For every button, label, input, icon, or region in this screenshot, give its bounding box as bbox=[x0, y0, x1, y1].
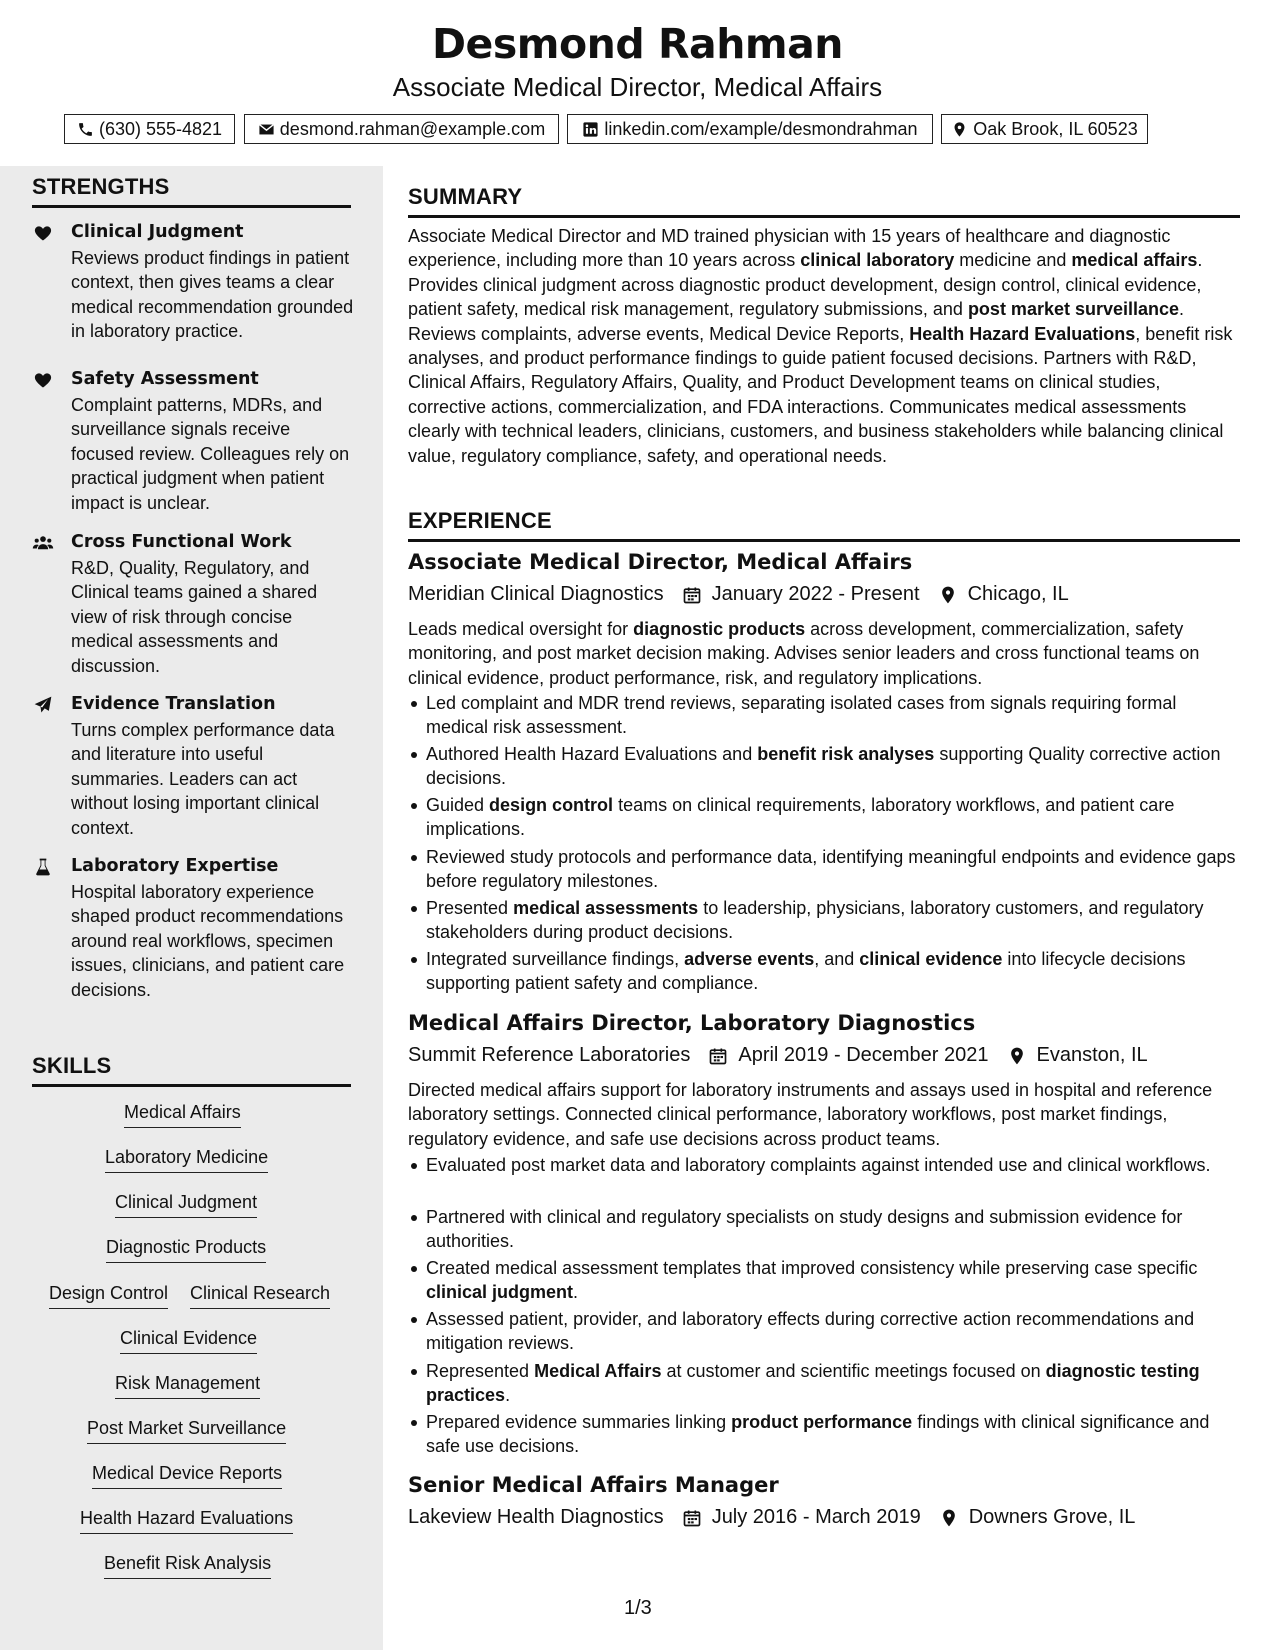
map-pin-icon bbox=[951, 121, 968, 138]
contact-linkedin[interactable] bbox=[567, 114, 933, 144]
strength-desc: R&D, Quality, Regulatory, and Clinical teams gained a shared view of risk through concise medical assessments and discussion. bbox=[71, 558, 318, 676]
map-pin-icon bbox=[1007, 1046, 1027, 1066]
experience-heading-block bbox=[408, 508, 1240, 542]
experience-rule bbox=[408, 539, 1240, 542]
job-bullet: Assessed patient, provider, and laboratory effects during corrective action recommendations and mitigation reviews. bbox=[408, 1307, 1240, 1356]
contact-linkedin-text: linkedin.com/example/desmondrahman bbox=[604, 118, 918, 139]
job-title: Associate Medical Director, Medical Affairs bbox=[408, 550, 913, 574]
job-location: Chicago, IL bbox=[967, 583, 1069, 605]
job-location: Evanston, IL bbox=[1036, 1044, 1148, 1066]
skill-tag: Health Hazard Evaluations bbox=[80, 1508, 293, 1534]
skill-tag: Medical Affairs bbox=[124, 1102, 241, 1128]
skill-tag: Diagnostic Products bbox=[106, 1237, 266, 1263]
skills-heading-block bbox=[32, 1053, 351, 1087]
job-description: Directed medical affairs support for laboratory instruments and assays used in hospital and reference laboratory settings. Connected clinical performance, laboratory workflows, post market findings, regulatory evidence, and safe use decisions across product teams. bbox=[408, 1080, 1213, 1149]
contact-email[interactable] bbox=[244, 114, 559, 144]
flask-icon bbox=[32, 857, 54, 877]
skills-rule bbox=[32, 1084, 351, 1087]
calendar-icon bbox=[708, 1046, 728, 1066]
contact-location bbox=[941, 114, 1148, 144]
summary-text: Associate Medical Director and MD trained physician with 15 years of healthcare and diagnostic experience, including more than 10 years across clinical laboratory medicine and medical affairs. Provides clinical judgment across diagnostic product development, design control, clinical evidence, patient safety, medical risk management, regulatory submissions, and post market surveillance. Reviews complaints, adverse events, Medical Device Reports, Health Hazard Evaluations, benefit risk analyses, and product performance findings to guide patient focused decisions. Partners with R&D, Clinical Affairs, Regulatory Affairs, Quality, and Product Development teams on clinical studies, corrective actions, commercialization, and FDA interactions. Communicates medical assessments clearly with technical leaders, clinicians, customers, and business stakeholders while balancing clinical value, regulatory compliance, safety, and operational needs. bbox=[408, 226, 1233, 466]
calendar-icon bbox=[682, 585, 702, 605]
summary-heading: SUMMARY bbox=[408, 184, 523, 209]
job-bullet: Represented Medical Affairs at customer and scientific meetings focused on diagnostic testing practices. bbox=[408, 1359, 1240, 1408]
envelope-icon bbox=[258, 121, 275, 138]
strength-title: Cross Functional Work bbox=[71, 532, 292, 552]
summary-heading-block bbox=[408, 184, 1240, 218]
job-title: Senior Medical Affairs Manager bbox=[408, 1473, 779, 1497]
strength-desc: Complaint patterns, MDRs, and surveillance signals receive focused review. Colleagues rely on practical judgment when patient impact is unclear. bbox=[71, 395, 350, 513]
job-company: Meridian Clinical Diagnostics bbox=[408, 583, 664, 605]
contact-bar bbox=[64, 114, 1204, 144]
skill-tag: Medical Device Reports bbox=[92, 1463, 282, 1489]
job-bullet: Integrated surveillance findings, adverse events, and clinical evidence into lifecycle decisions supporting patient safety and compliance. bbox=[408, 947, 1240, 996]
strength-desc: Reviews product findings in patient context, then gives teams a clear medical recommendation grounded in laboratory practice. bbox=[71, 248, 354, 342]
skill-tag: Benefit Risk Analysis bbox=[104, 1553, 271, 1579]
linkedin-icon bbox=[582, 121, 599, 138]
job-bullet: Authored Health Hazard Evaluations and benefit risk analyses supporting Quality corrective action decisions. bbox=[408, 742, 1240, 791]
experience-heading: EXPERIENCE bbox=[408, 508, 552, 533]
phone-icon bbox=[77, 121, 94, 138]
job-dates: April 2019 - December 2021 bbox=[738, 1044, 989, 1066]
summary-rule bbox=[408, 215, 1240, 218]
contact-phone-text: (630) 555-4821 bbox=[98, 118, 223, 139]
job-company: Lakeview Health Diagnostics bbox=[408, 1506, 664, 1528]
candidate-name: Desmond Rahman bbox=[432, 20, 843, 68]
map-pin-icon bbox=[938, 585, 958, 605]
strength-title: Safety Assessment bbox=[71, 369, 259, 389]
job-company: Summit Reference Laboratories bbox=[408, 1044, 691, 1066]
job-meta bbox=[408, 1044, 1148, 1067]
heart-icon bbox=[32, 223, 54, 243]
job-bullet: Led complaint and MDR trend reviews, separating isolated cases from signals requiring formal medical risk assessment. bbox=[408, 691, 1240, 740]
heart-icon bbox=[32, 370, 54, 390]
contact-location-text: Oak Brook, IL 60523 bbox=[973, 118, 1138, 139]
skill-tag: Laboratory Medicine bbox=[105, 1147, 268, 1173]
job-dates: July 2016 - March 2019 bbox=[711, 1506, 921, 1528]
job-meta bbox=[408, 1506, 1135, 1529]
job-bullet: Created medical assessment templates that improved consistency while preserving case specific clinical judgment. bbox=[408, 1256, 1240, 1305]
job-meta bbox=[408, 583, 1069, 606]
job-bullet: Partnered with clinical and regulatory specialists on study designs and submission evidence for authorities. bbox=[408, 1205, 1240, 1254]
strength-desc: Hospital laboratory experience shaped product recommendations around real workflows, specimen issues, clinicians, and patient care decisions. bbox=[71, 882, 345, 1000]
job-description: Leads medical oversight for diagnostic products across development, commercialization, safety monitoring, and post market decision making. Advises senior leaders and cross functional teams on clinical evidence, product performance, risk, and regulatory implications. bbox=[408, 619, 1200, 688]
strength-title: Clinical Judgment bbox=[71, 222, 244, 242]
strengths-heading-block bbox=[32, 174, 351, 208]
contact-phone[interactable] bbox=[64, 114, 235, 144]
strength-desc: Turns complex performance data and literature into useful summaries. Leaders can act without losing important clinical context. bbox=[71, 720, 335, 838]
map-pin-icon bbox=[939, 1508, 959, 1528]
users-icon bbox=[32, 533, 54, 553]
page-number: 1/3 bbox=[624, 1597, 652, 1619]
skill-tag: Clinical Judgment bbox=[115, 1192, 257, 1218]
skill-tag: Design Control bbox=[49, 1283, 168, 1309]
job-title: Medical Affairs Director, Laboratory Diagnostics bbox=[408, 1011, 976, 1035]
skill-tag: Post Market Surveillance bbox=[87, 1418, 286, 1444]
candidate-title: Associate Medical Director, Medical Affairs bbox=[392, 72, 883, 102]
strengths-rule bbox=[32, 205, 351, 208]
job-bullet: Prepared evidence summaries linking product performance findings with clinical significance and safe use decisions. bbox=[408, 1410, 1240, 1459]
skill-tag: Clinical Evidence bbox=[120, 1328, 257, 1354]
job-bullet: Evaluated post market data and laboratory complaints against intended use and clinical workflows. bbox=[408, 1153, 1240, 1177]
job-bullet: Guided design control teams on clinical requirements, laboratory workflows, and patient care implications. bbox=[408, 793, 1240, 842]
skill-tag: Risk Management bbox=[115, 1373, 260, 1399]
contact-email-text: desmond.rahman@example.com bbox=[279, 118, 546, 139]
job-bullet: Reviewed study protocols and performance data, identifying meaningful endpoints and evidence gaps before regulatory milestones. bbox=[408, 845, 1240, 894]
strength-title: Laboratory Expertise bbox=[71, 856, 279, 876]
calendar-icon bbox=[682, 1508, 702, 1528]
job-location: Downers Grove, IL bbox=[968, 1506, 1136, 1528]
strengths-heading: STRENGTHS bbox=[32, 174, 170, 199]
strength-title: Evidence Translation bbox=[71, 694, 276, 714]
job-bullet: Presented medical assessments to leadership, physicians, laboratory customers, and regulatory stakeholders during product decisions. bbox=[408, 896, 1240, 945]
paper-plane-icon bbox=[32, 695, 54, 715]
skills-heading: SKILLS bbox=[32, 1053, 112, 1078]
skill-tag: Clinical Research bbox=[190, 1283, 330, 1309]
job-dates: January 2022 - Present bbox=[711, 583, 920, 605]
